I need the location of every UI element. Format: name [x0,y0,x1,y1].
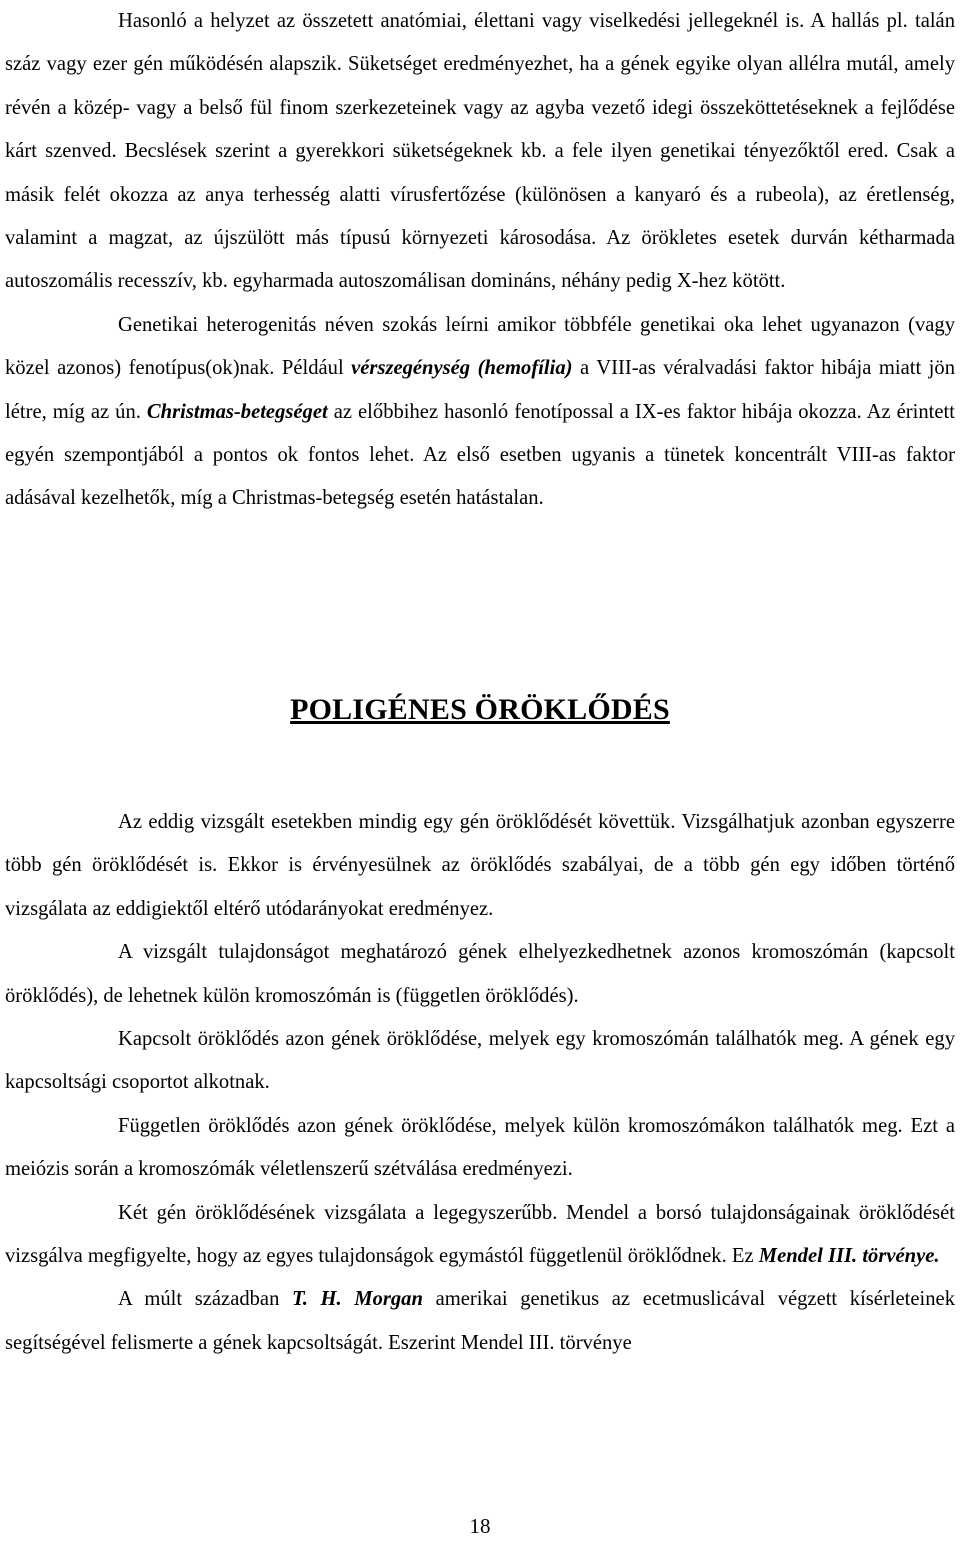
paragraph-linked-inheritance: Kapcsolt öröklődés azon gének öröklődése, melyek egy kromoszómán találhatók meg. A gének egy kapcsoltsági csoportot alkotnak. [5,1028,955,1094]
paragraph-morgan [5,1278,955,1365]
paragraph-heterogeneity [5,304,955,521]
paragraph-intro: Az eddig vizsgált esetekben mindig egy gén öröklődését követtük. Vizsgálhatjuk azonban egyszerre több gén öröklődését is. Ekkor is érvényesülnek az öröklődés szabályai, de a több gén egy időben történő vizsgálata az eddigiektől eltérő utódarányokat eredményez. [5,811,955,920]
paragraph-chromosome-location: A vizsgált tulajdonságot meghatározó gének elhelyezkedhetnek azonos kromoszómán (kapcsolt öröklődés), de lehetnek külön kromoszómán is (független öröklődés). [5,941,955,1007]
section-polygenic [5,801,955,1365]
section-heredity-intro [5,0,955,521]
text-run: a VIII-as véralvadási faktor hibája miatt jön létre, míg az ún. [5,357,955,423]
text-run: A múlt században [118,1288,292,1311]
paragraph-hearing: Hasonló a helyzet az összetett anatómiai, élettani vagy viselkedési jellegeknél is. A hallás pl. talán száz vagy ezer gén működésén alapszik. Süketséget eredményezhet, ha a gének egyike olyan allélra mutál, amely révén a közép- vagy a belső fül finom szerkezeteinek vagy az agyba vezető idegi összeköttetéseknek a fejlődése kárt szenved. Becslések szerint a gyerekkori süketségeknek kb. a fele ilyen genetikai tényezőktől ered. Csak a másik felét okozza az anya terhesség alatti vírusfertőzése (különösen a kanyaró és a rubeola), az éretlenség, valamint a magzat, az újszülött más típusú környezeti károsodása. Az örökletes esetek durván kétharmada autoszomális recesszív, kb. egyharmada autoszomálisan domináns, néhány pedig X-hez kötött. [5,10,955,293]
text-run: Két gén öröklődésének vizsgálata a legegyszerűbb. Mendel a borsó tulajdonságainak öröklődését vizsgálva megfigyelte, hogy az egyes tulajdonságok egymástól függetlenül öröklődnek. Ez [5,1201,955,1268]
text-run: amerikai genetikus az ecetmuslicával végzett kísérleteinek segítségével felismerte a gének kapcsoltságát. Eszerint Mendel III. törvénye [5,1288,955,1354]
section-heading: POLIGÉNES ÖRÖKLŐDÉS [290,693,670,726]
term-mendel-law: Mendel III. törvénye. [758,1245,940,1268]
paragraph-independent-inheritance: Független öröklődés azon gének öröklődése, melyek külön kromoszómákon találhatók meg. Ezt a meiózis során a kromoszómák véletlenszerű szétválása eredményezi. [5,1114,955,1181]
text-run: Genetikai heterogenitás néven szokás leírni amikor többféle genetikai oka lehet ugyanazon (vagy közel azonos) fenotípus(ok)nak. Például [5,313,955,380]
paragraph-mendel [5,1192,955,1279]
page-number: 18 [469,1514,491,1538]
term-hemophilia: vérszegénység (hemofília) [351,357,573,380]
term-christmas-disease: Christmas-betegséget [146,400,328,423]
term-morgan: T. H. Morgan [292,1288,423,1311]
text-run: az előbbihez hasonló fenotípossal a IX-es faktor hibája okozza. Az érintett egyén szempontjából a pontos ok fontos lehet. Az első esetben ugyanis a tünetek koncentrált VIII-as faktor adásával kezelhetők, míg a Christmas-betegség esetén hatástalan. [5,400,955,510]
